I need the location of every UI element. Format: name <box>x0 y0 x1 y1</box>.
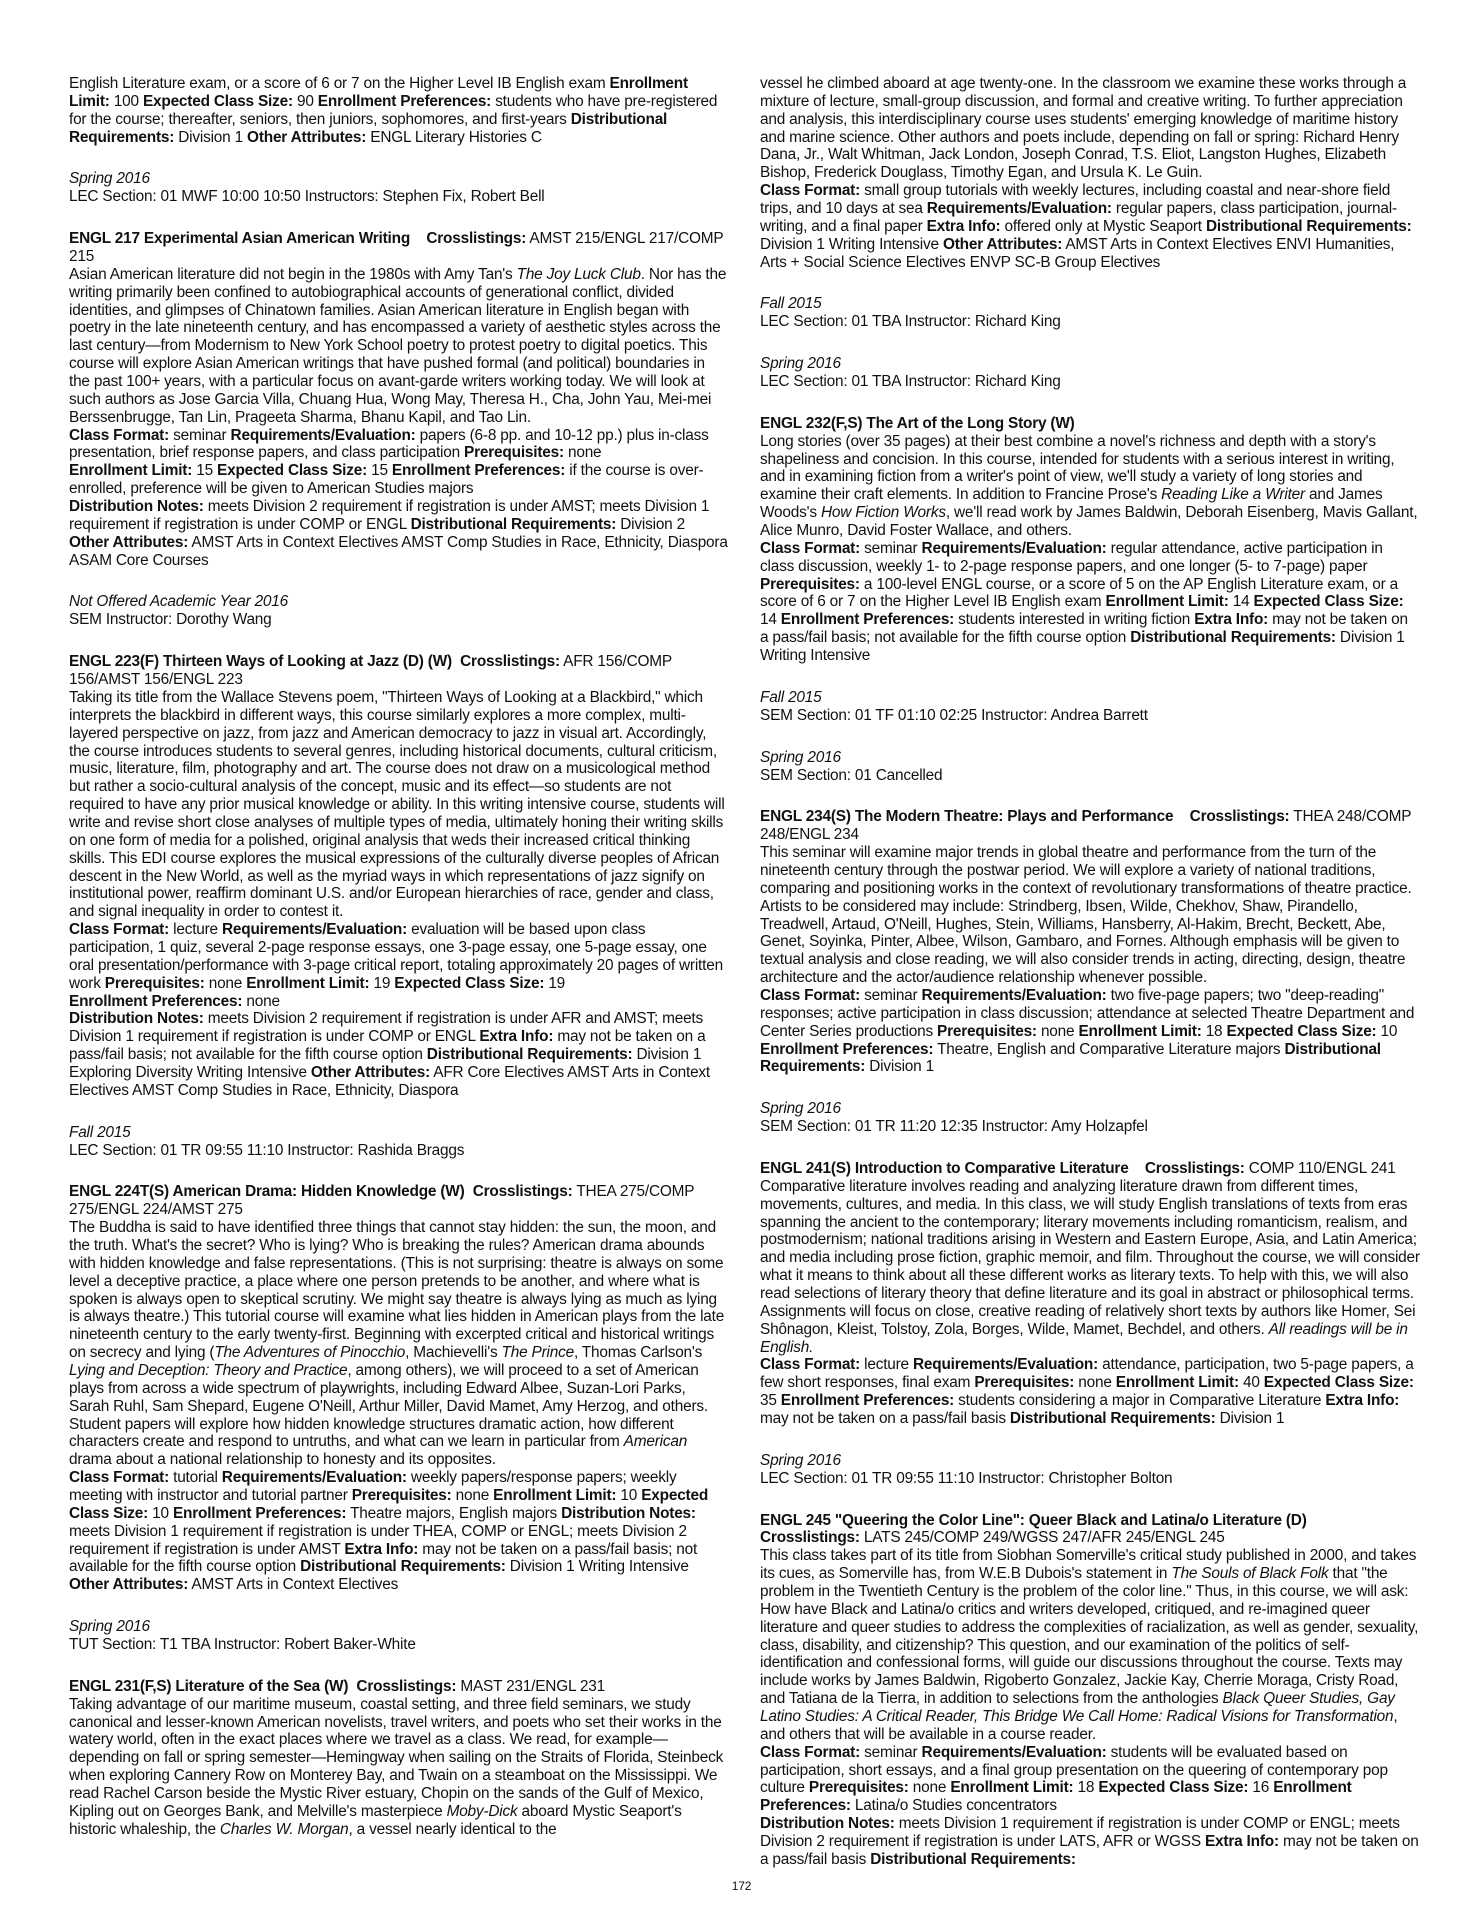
section-line: SEM Section: 01 Cancelled <box>760 766 943 784</box>
course-engl-231-continued <box>760 75 1420 391</box>
course-title: ENGL 245 "Queering the Color Line": Queer Black and Latina/o Literature (D) <box>760 1511 1307 1529</box>
course-description: The Buddha is said to have identified three things that cannot stay hidden: the sun, the moon, and the truth. What's the secret? Who is lying? Who is breaking the rules? American drama abounds with hidden knowledge and false representations. (This is not surprising: theatre is always on some level a deceptive practice, a place where one person pretends to be another, and where what is spoken is always open to skeptical scrutiny. We might say theatre is always lying as much as lying is always theatre.) This tutorial course will examine what lies hidden in American plays from the late nineteenth century to the early twenty-first. Beginning with excerpted critical and historical writings on secrecy and lying (The Adventures of Pinocchio, Machievelli's The Prince, Thomas Carlson's Lying and Deception: Theory and Practice, among others), we will proceed to a set of American plays from across a wide spectrum of playwrights, including Edward Albee, Suzan-Lori Parks, Sarah Ruhl, Sam Shepard, Eugene O'Neill, Arthur Miller, David Mamet, Amy Herzog, and others. Student papers will explore how hidden knowledge structures dramatic action, how different characters create and respond to untruths, and what can we learn in particular from American drama about a national relationship to honesty and its opposites. <box>69 1219 725 1469</box>
term-label: Fall 2015 <box>69 1123 131 1141</box>
course-description: vessel he climbed aboard at age twenty-one. In the classroom we examine these works through a mixture of lecture, small-group discussion, and formal and creative writing. To further appreciation and analysis, this interdisciplinary course uses students' emerging knowledge of maritime history and marine science. Other authors and poets include, depending on fall or spring: Richard Henry Dana, Jr., Walt Whitman, Jack London, Joseph Conrad, T.S. Eliot, Langston Hughes, Elizabeth Bishop, Frederick Douglass, Timothy Egan, and Ursula K. Le Guin. <box>760 75 1407 182</box>
course-details: Class Format: lecture Requirements/Evaluation: attendance, participation, two 5-page papers, a few short responses, final exam Prerequisites: none Enrollment Limit: 40 Expected Class Size: 35 Enrollment Preferences: students considering a major in Comparative Literature Extra Info: may not be taken on a pass/fail basis Distributional Requirements: Division 1 <box>760 1356 1414 1427</box>
course-description: Long stories (over 35 pages) at their best combine a novel's richness and depth with a story's shapeliness and concision. In this course, intended for students with a serious interest in writing, and in examining fiction from a writer's point of view, we'll study a variety of long stories and examine their craft elements. In addition to Francine Prose's Reading Like a Writer and James Woods's How Fiction Works, we'll read work by James Baldwin, Deborah Eisenberg, Mavis Gallant, Alice Munro, David Foster Wallace, and others. <box>760 432 1418 540</box>
section-line: TUT Section: T1 TBA Instructor: Robert Baker-White <box>69 1636 416 1654</box>
crosslistings-label: Crosslistings: <box>760 1529 860 1547</box>
crosslistings-label: Crosslistings: <box>356 1677 457 1695</box>
course-description: Asian American literature did not begin in the 1980s with Amy Tan's The Joy Luck Club. Nor has the writing primarily been confined to autobiographical accounts of generational conflict, divided identities, and glimpses of Chinatown families. Asian American literature in English began with poetry in the late nineteenth century, and has encompassed a variety of aesthetic styles across the last century—from Modernism to New York School poetry to protest poetry to digital poetics. This course will explore Asian American writings that have pushed formal (and political) boundaries in the past 100+ years, with a particular focus on avant-garde writers working today. We will look at such authors as Jose Garcia Villa, Chuang Hua, Wong May, Theresa H., Cha, John Yau, Mei-mei Berssenbrugge, Tan Lin, Prageeta Sharma, Bhanu Kapil, and Tao Lin. <box>69 265 727 426</box>
section-line: LEC Section: 01 TR 09:55 11:10 Instructor: Christopher Bolton <box>760 1469 1173 1487</box>
course-details: Class Format: lecture Requirements/Evaluation: evaluation will be based upon class participation, 1 quiz, several 2-page response essays, one 3-page essay, one 5-page essay, one oral presentation/performance with 3-page critical report, totaling approximately 20 pages of written work Prerequisites: none Enrollment Limit: 19 Expected Class Size: 19 <box>69 921 723 992</box>
course-engl-231 <box>69 1678 729 1839</box>
term-label: Fall 2015 <box>760 295 822 313</box>
crosslistings-value: THEA 248/COMP 248/ENGL 234 <box>760 808 1412 844</box>
course-description: This class takes part of its title from Siobhan Somerville's critical study published in 2000, and takes its cues, as Somerville has, from W.E.B Dubois's statement in The Souls of Black Folk that "the problem in the Twentieth Century is the problem of the color line." Thus, in this course, we will ask: How have Black and Latina/o critics and writers developed, critiqued, and re-imagined queer literature and queer studies to address the complexities of racialization, as well as gender, sexuality, class, disability, and citizenship? This question, and our examination of the politics of self-identification and confessional forms, will guide our discussions throughout the course. Texts may include works by James Baldwin, Rigoberto Gonzalez, Jackie Kay, Cherrie Moraga, Cristy Road, and Tatiana de la Tierra, in addition to selections from the anthologies Black Queer Studies, Gay Latino Studies: A Critical Reader, This Bridge We Call Home: Radical Visions for Transformation, and others that will be available in a course reader. <box>760 1547 1419 1743</box>
course-engl-234 <box>760 808 1420 1136</box>
course-distribution: Distribution Notes: meets Division 2 requirement if registration is under AFR and AMST; meets Division 1 requirement if registration is under COMP or ENGL Extra Info: may not be taken on a pass/fail basis; not available for the fifth course option Distributional Requirements: Division 1 Exploring Diversity Writing Intensive Other Attributes: AFR Core Electives AMST Arts in Context Electives AMST Comp Studies in Race, Ethnicity, Diaspora <box>69 1010 710 1099</box>
course-enrollment: Enrollment Limit: 15 Expected Class Size: 15 Enrollment Preferences: if the course is over-enrolled, preference will be given to American Studies majors <box>69 462 704 498</box>
crosslistings-value: COMP 110/ENGL 241 <box>1244 1159 1396 1177</box>
schedule-block <box>69 1618 729 1654</box>
other-attr-value: ENGL Literary Histories C <box>366 128 542 146</box>
course-engl-232 <box>760 415 1420 784</box>
term-label: Spring 2016 <box>760 748 841 766</box>
course-details: Class Format: seminar Requirements/Evaluation: papers (6-8 pp. and 10-12 pp.) plus in-class presentation, brief response papers, and class participation Prerequisites: none <box>69 426 709 462</box>
course-title: ENGL 223(F) Thirteen Ways of Looking at Jazz (D) (W) <box>69 653 452 671</box>
course-description: Taking its title from the Wallace Stevens poem, "Thirteen Ways of Looking at a Blackbird," which interprets the blackbird in different ways, this course similarly explores a more complex, multi-layered perspective on jazz, from jazz and American democracy to jazz in visual art. Accordingly, the course introduces students to several genres, including historical documents, cultural criticism, music, literature, film, photography and art. The course does not draw on a musicological method but rather a socio-cultural analysis of the concept, music and its effect—so students are not required to have any prior musical knowledge or ability. In this writing intensive course, students will write and revise short close analyses of multiple types of media, ultimately honing their writing skills on one form of media for a polished, original analysis that weds their increased critical thinking skills. This EDI course explores the musical expressions of the culturally diverse peoples of African descent in the New World, as well as the myriad ways in which representations of jazz signify on institutional power, reaffirm dominant U.S. and/or European hierarchies of race, gender and class, and signal inequality in order to contest it. <box>69 688 725 921</box>
course-enrollment: Enrollment Preferences: none <box>69 992 280 1010</box>
course-distribution: Distribution Notes: meets Division 2 requirement if registration is under AMST; meets Division 1 requirement if registration is under COMP or ENGL Distributional Requirements: Division 2 Other Attributes: AMST Arts in Context Electives AMST Comp Studies in Race, Ethnicity, Diaspora ASAM Core Courses <box>69 498 728 569</box>
course-title: ENGL 232(F,S) The Art of the Long Story (W) <box>760 414 1075 432</box>
crosslistings-label: Crosslistings: <box>1144 1159 1245 1177</box>
course-details: Class Format: small group tutorials with weekly lectures, including coastal and near-shore field trips, and 10 days at sea Requirements/Evaluation: regular papers, class participation, journal-writing, and a final paper Extra Info: offered only at Mystic Seaport Distributional Requirements: Division 1 Writing Intensive Other Attributes: AMST Arts in Context Electives ENVI Humanities, Arts + Social Science Electives ENVP SC-B Group Electives <box>760 182 1412 271</box>
course-details: Class Format: seminar Requirements/Evaluation: students will be evaluated based on participation, short essays, and a final group presentation on the queering of contemporary pop culture Prerequisites: none Enrollment Limit: 18 Expected Class Size: 16 Enrollment Preferences: Latina/o Studies concentrators <box>760 1743 1388 1815</box>
dist-req-value: Division 1 <box>174 128 248 146</box>
dist-req-label: Distributional Requirements: <box>69 110 668 146</box>
course-distribution: Distribution Notes: meets Division 1 requirement if registration is under COMP or ENGL; meets Division 2 requirement if registration is under LATS, AFR or WGSS Extra Info: may not be taken on a pass/fail basis Distributional Requirements: <box>760 1815 1419 1868</box>
course-engl-245 <box>760 1512 1420 1869</box>
other-attr-label: Other Attributes: <box>247 128 367 146</box>
schedule-block <box>760 689 1420 725</box>
crosslistings-label: Crosslistings: <box>426 230 527 248</box>
section-line: LEC Section: 01 MWF 10:00 10:50 Instructors: Stephen Fix, Robert Bell <box>69 188 545 206</box>
course-engl-223 <box>69 653 729 1159</box>
course-description: Taking advantage of our maritime museum, coastal setting, and three field seminars, we study canonical and lesser-known American novelists, travel writers, and poets who set their works in the watery world, often in the exact places where we travel as a class. We read, for example—depending on fall or spring semester—Hemingway when sailing on the Straits of Florida, Steinbeck when exploring Cannery Row on Monterey Bay, and Twain on a steamboat on the Mississippi. We read Rachel Carson beside the Mystic River estuary, Chopin on the sands of the Gulf of Mexico, Kipling out on Georges Bank, and Melville's masterpiece Moby-Dick aboard Mystic Seaport's historic whaleship, the Charles W. Morgan, a vessel nearly identical to the <box>69 1695 724 1838</box>
schedule-block <box>760 295 1420 331</box>
course-title: ENGL 231(F,S) Literature of the Sea (W) <box>69 1677 349 1695</box>
term-label: Spring 2016 <box>760 355 841 373</box>
schedule-block <box>69 593 729 629</box>
course-details: Class Format: seminar Requirements/Evaluation: two five-page papers; two "deep-reading" responses; active participation in class discussion; attendance at selected Theatre Department and Center Series productions Prerequisites: none Enrollment Limit: 18 Expected Class Size: 10 Enrollment Preferences: Theatre, English and Comparative Literature majors Distributional Requirements: Division 1 <box>760 986 1415 1076</box>
crosslistings-value: AMST 215/ENGL 217/COMP 215 <box>69 230 724 266</box>
course-engl-224t <box>69 1183 729 1653</box>
section-line: LEC Section: 01 TR 09:55 11:10 Instructor: Rashida Braggs <box>69 1141 465 1159</box>
schedule-block <box>760 749 1420 785</box>
term-label: Fall 2015 <box>760 688 822 706</box>
course-engl-241 <box>760 1160 1420 1488</box>
section-line: SEM Section: 01 TF 01:10 02:25 Instructor: Andrea Barrett <box>760 706 1148 724</box>
term-label: Spring 2016 <box>69 170 150 188</box>
course-title: ENGL 224T(S) American Drama: Hidden Knowledge (W) <box>69 1183 465 1201</box>
section-line: LEC Section: 01 TBA Instructor: Richard King <box>760 313 1061 331</box>
intro-continuation <box>69 75 729 146</box>
course-title: ENGL 241(S) Introduction to Comparative Literature <box>760 1159 1129 1177</box>
course-engl-217 <box>69 230 729 629</box>
left-column <box>69 75 729 1839</box>
crosslistings-value: THEA 275/COMP 275/ENGL 224/AMST 275 <box>69 1183 695 1219</box>
section-line: SEM Section: 01 TR 11:20 12:35 Instructor: Amy Holzapfel <box>760 1118 1148 1136</box>
right-column <box>760 75 1420 1869</box>
crosslistings-value: AFR 156/COMP 156/AMST 156/ENGL 223 <box>69 653 672 689</box>
course-description: This seminar will examine major trends in global theatre and performance from the turn of the nineteenth century through the postwar period. We will explore a variety of national traditions, comparing and positioning works in the context of revolutionary transformations of theatre practice. Artists to be considered may include: Strindberg, Ibsen, Wilde, Chekhov, Shaw, Pirandello, Treadwell, Artaud, O'Neill, Hughes, Stein, Williams, Hansberry, Al-Hakim, Brecht, Beckett, Abe, Genet, Soyinka, Pinter, Albee, Wilson, Gambaro, and Fornes. Although emphasis will be given to textual analysis and close reading, we will also consider trends in acting, directing, design, theatre architecture and the actor/audience relationship whenever possible. <box>760 844 1412 987</box>
enrollment-limit-value: 100 <box>109 92 143 110</box>
course-title: ENGL 234(S) The Modern Theatre: Plays and Performance <box>760 808 1174 826</box>
schedule-block <box>69 170 729 206</box>
term-label: Spring 2016 <box>69 1618 150 1636</box>
expected-size-label: Expected Class Size: <box>142 92 293 110</box>
crosslistings-value: LATS 245/COMP 249/WGSS 247/AFR 245/ENGL 245 <box>859 1529 1225 1547</box>
intro-text: English Literature exam, or a score of 6 or 7 on the Higher Level IB English exam <box>69 75 610 92</box>
section-line: LEC Section: 01 TBA Instructor: Richard King <box>760 373 1061 391</box>
crosslistings-label: Crosslistings: <box>460 653 560 671</box>
expected-size-value: 90 <box>292 92 318 110</box>
term-label: Spring 2016 <box>760 1100 841 1118</box>
term-label: Spring 2016 <box>760 1451 841 1469</box>
schedule-block <box>760 355 1420 391</box>
crosslistings-label: Crosslistings: <box>1189 808 1290 826</box>
course-description: Comparative literature involves reading and analyzing literature drawn from different times, movements, cultures, and media. In this class, we will study English translations of texts from eras spanning the ancient to the contemporary; literary movements including romanticism, realism, and postmodernism; national traditions arising in Western and Eastern Europe, Asia, and Latin America; and media including prose fiction, graphic memoir, and film. Throughout the course, we will consider what it means to think about all these different works as literary texts. To help with this, we will also read selections of literary theory that define literature and its goal in abstract or philosophical terms. Assignments will focus on close, creative reading of relatively short texts by authors like Homer, Sei Shônagon, Kleist, Tolstoy, Zola, Borges, Wilde, Mamet, Bechdel, and others. All readings will be in English. <box>760 1177 1420 1356</box>
course-details: Class Format: seminar Requirements/Evaluation: regular attendance, active participation in class discussion, weekly 1- to 2-page response papers, and one longer (5- to 7-page) paper Prerequisites: a 100-level ENGL course, or a score of 5 on the AP English Literature exam, or a score of 6 or 7 on the Higher Level IB English exam Enrollment Limit: 14 Expected Class Size: 14 Enrollment Preferences: students interested in writing fiction Extra Info: may not be taken on a pass/fail basis; not available for the fifth course option Distributional Requirements: Division 1 Writing Intensive <box>760 539 1408 665</box>
schedule-block <box>760 1452 1420 1488</box>
schedule-block <box>760 1100 1420 1136</box>
enrollment-pref-value: students who have pre-registered for the course; thereafter, seniors, then juniors, sophomores, and first-years <box>69 92 718 128</box>
course-details: Class Format: tutorial Requirements/Evaluation: weekly papers/response papers; weekly meeting with instructor and tutorial partner Prerequisites: none Enrollment Limit: 10 Expected Class Size: 10 Enrollment Preferences: Theatre majors, English majors Distribution Notes: meets Division 1 requirement if registration is under THEA, COMP or ENGL; meets Division 2 requirement if registration is under AMST Extra Info: may not be taken on a pass/fail basis; not available for the fifth course option Distributional Requirements: Division 1 Writing Intensive Other Attributes: AMST Arts in Context Electives <box>69 1469 709 1594</box>
course-title: ENGL 217 Experimental Asian American Writing <box>69 230 411 248</box>
crosslistings-value: MAST 231/ENGL 231 <box>456 1677 605 1695</box>
page-number: 172 <box>731 1879 752 1893</box>
crosslistings-label: Crosslistings: <box>472 1183 573 1201</box>
schedule-block <box>69 1124 729 1160</box>
term-label: Not Offered Academic Year 2016 <box>69 593 289 611</box>
section-line: SEM Instructor: Dorothy Wang <box>69 611 272 629</box>
enrollment-pref-label: Enrollment Preferences: <box>317 92 492 110</box>
enrollment-limit-label: Enrollment Limit: <box>69 75 688 110</box>
